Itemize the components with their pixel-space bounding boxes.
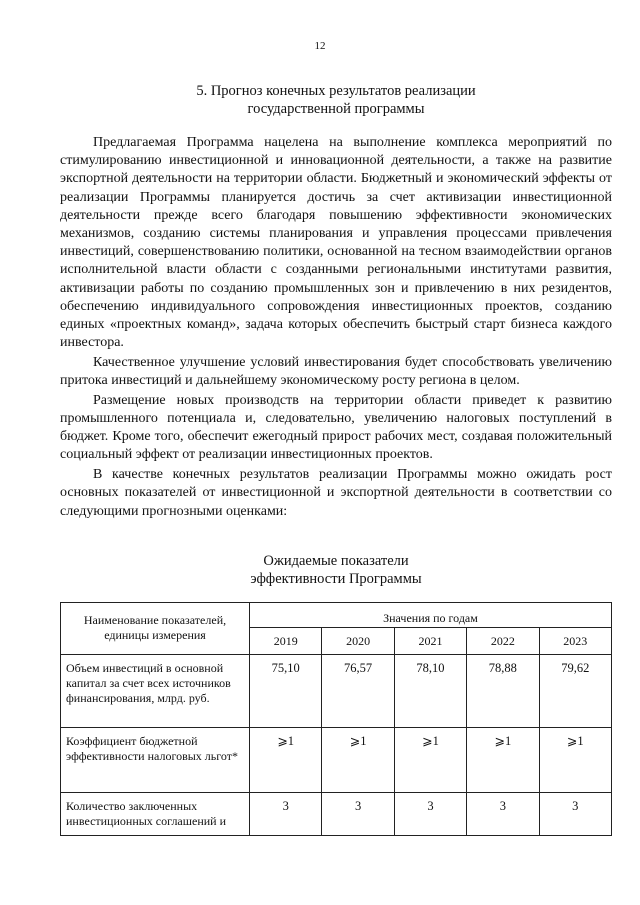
row-value: 78,10 <box>394 655 466 728</box>
header-year: 2021 <box>394 628 466 655</box>
header-year: 2020 <box>322 628 394 655</box>
row-value: ⩾1 <box>322 728 394 793</box>
row-value: 75,10 <box>250 655 322 728</box>
row-value: 3 <box>539 793 611 836</box>
section-title <box>60 82 612 118</box>
row-value: ⩾1 <box>539 728 611 793</box>
paragraph: Размещение новых производств на территории области приведет к развитию промышленного потенциала и, следовательно, увеличению налоговых поступлений в бюджет. Кроме того, обеспечит ежегодный прирост рабочих мест, создавая положительный социальный эффект от реализации инвестиционных проектов. <box>60 392 612 463</box>
row-value: 79,62 <box>539 655 611 728</box>
table-caption <box>60 552 612 588</box>
header-indicator-name: Наименование показателей, единицы измерения <box>61 603 250 655</box>
indicators-table <box>60 602 612 836</box>
paragraph: Предлагаемая Программа нацелена на выполнение комплекса мероприятий по стимулированию инвестиционной и инновационной деятельности, а также на развитие экспортной деятельности на территории области. Бюджетный и экономический эффекты от реализации Программы планируется достичь за счет активизации инвестиционной деятельности прежде всего благодаря повышению эффективности экономических механизмов, созданию системы планирования и управления процессами привлечения инвестиций, совершенствованию политики, основанной на тесном взаимодействии органов исполнительной власти области с созданными региональными институтами развития, активизации работы по созданию промышленных зон и привлечению в них резидентов, обеспечению индивидуального сопровождения инвестиционных проектов, созданию единых «проектных команд», задача которых обеспечить быстрый старт бизнеса каждого инвестора. <box>60 135 612 351</box>
table-caption-line-1: Ожидаемые показатели <box>263 553 409 569</box>
row-value: 78,88 <box>467 655 539 728</box>
section-title-line-1: 5. Прогноз конечных результатов реализации <box>196 83 476 99</box>
paragraph: Качественное улучшение условий инвестирования будет способствовать увеличению притока инвестиций и дальнейшему экономическому росту региона в целом. <box>60 354 612 389</box>
section-title-line-2: государственной программы <box>247 101 425 117</box>
header-year: 2022 <box>467 628 539 655</box>
row-value: ⩾1 <box>467 728 539 793</box>
paragraph: В качестве конечных результатов реализации Программы можно ожидать рост основных показателей от инвестиционной и экспортной деятельности в соответствии со следующими прогнозными оценками: <box>60 467 612 519</box>
table-row <box>61 793 612 836</box>
row-value: 3 <box>394 793 466 836</box>
header-values-by-year: Значения по годам <box>250 603 612 628</box>
table-row <box>61 655 612 728</box>
row-value: ⩾1 <box>250 728 322 793</box>
body-text <box>60 134 612 522</box>
table-caption-line-2: эффективности Программы <box>250 571 422 587</box>
header-year: 2023 <box>539 628 611 655</box>
row-value: 3 <box>467 793 539 836</box>
row-value: 3 <box>250 793 322 836</box>
table-header-row <box>61 603 612 628</box>
header-year: 2019 <box>250 628 322 655</box>
row-indicator-name: Объем инвестиций в основной капитал за счет всех источников финансирования, млрд. руб. <box>61 655 250 728</box>
row-value: 3 <box>322 793 394 836</box>
row-value: ⩾1 <box>394 728 466 793</box>
row-value: 76,57 <box>322 655 394 728</box>
row-indicator-name: Количество заключенных инвестиционных соглашений и <box>61 793 250 836</box>
row-indicator-name: Коэффициент бюджетной эффективности налоговых льгот* <box>61 728 250 793</box>
page-number: 12 <box>314 40 326 52</box>
table-row <box>61 728 612 793</box>
